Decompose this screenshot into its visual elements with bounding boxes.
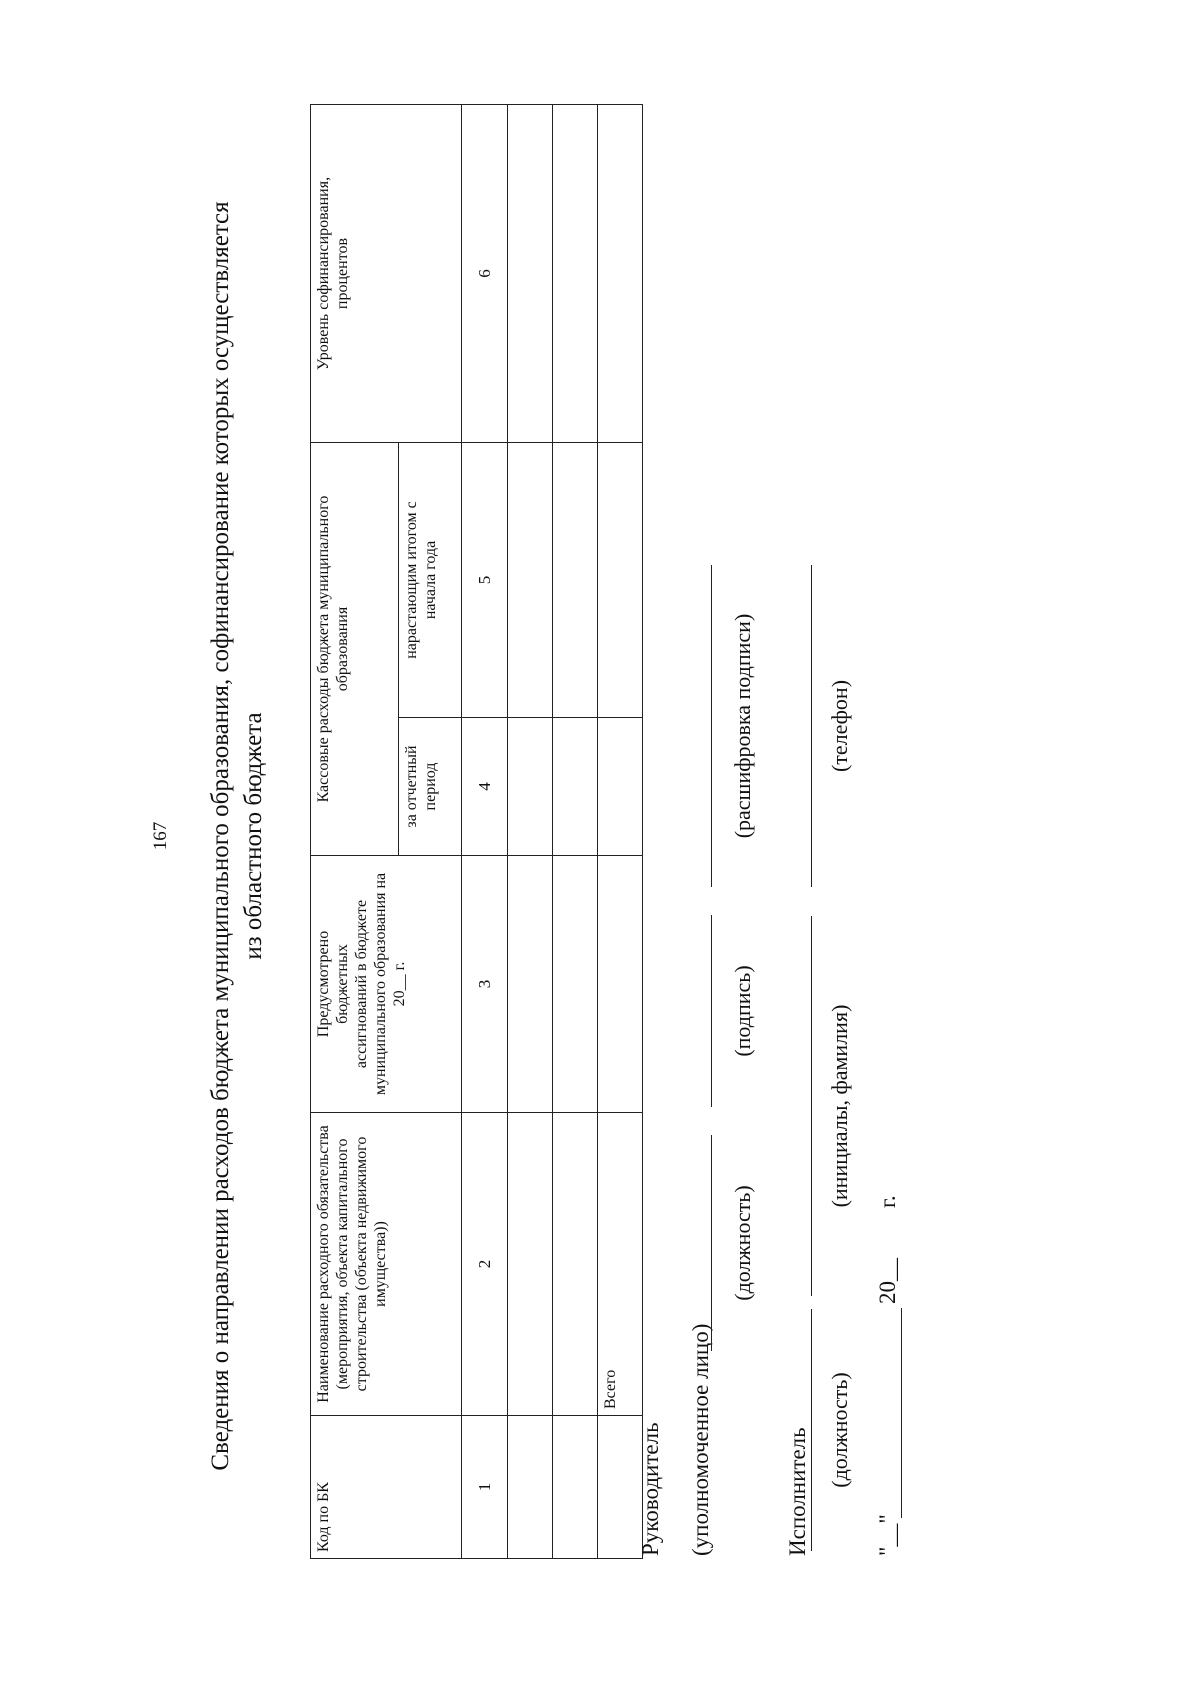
table-cell [508, 443, 553, 718]
table-cell [553, 1416, 598, 1559]
table-cell [598, 443, 643, 718]
column-number: 4 [462, 718, 508, 856]
table-cell [508, 718, 553, 856]
total-label: Всего [598, 1113, 643, 1416]
table-cell [553, 105, 598, 443]
table-cell [553, 1113, 598, 1416]
header-cash-expenses: Кассовые расходы бюджета муниципального образования [311, 443, 399, 856]
column-number: 5 [462, 443, 508, 718]
title-line-2: из областного бюджета [240, 712, 267, 960]
table-cell [553, 856, 598, 1113]
table-cell [598, 1416, 643, 1559]
decoding-line [711, 565, 712, 887]
table-cell [598, 856, 643, 1113]
title-line-1: Сведения о направлении расходов бюджета муниципального образования, софинансирование которых осуществляется [207, 201, 234, 1471]
table-cell [508, 856, 553, 1113]
date-suffix: г. [875, 1195, 900, 1208]
page-number: 167 [150, 821, 171, 851]
table-cell [598, 718, 643, 856]
page-title [204, 116, 270, 1556]
date-month-line [901, 1308, 902, 1518]
table-row [508, 105, 553, 1559]
header-planned: Предусмотрено бюджетных ассигнований в бюджете муниципального образования на 20__ г. [311, 856, 462, 1113]
expenses-table [310, 104, 643, 1559]
column-number: 3 [462, 856, 508, 1113]
executor-position-caption: (должность) [827, 1372, 852, 1488]
executor-label: Исполнитель [785, 1427, 810, 1556]
column-number: 2 [462, 1113, 508, 1416]
header-cofinancing-level: Уровень софинансирования, процентов [311, 105, 462, 443]
signature-line [711, 915, 712, 1107]
table-row [553, 105, 598, 1559]
authorized-person-label: (уполномоченное лицо) [688, 1323, 713, 1556]
table-cell [508, 1113, 553, 1416]
table-cell [508, 105, 553, 443]
phone-line [811, 565, 812, 887]
phone-caption: (телефон) [827, 679, 852, 773]
table-total-row [598, 105, 643, 1559]
date-year: 20__ [875, 1258, 900, 1304]
decoding-caption: (расшифровка подписи) [730, 613, 755, 839]
column-number-row [462, 105, 508, 1559]
table-cell [553, 443, 598, 718]
date-quote: "__" [875, 1514, 900, 1556]
executor-position-line [811, 1309, 812, 1551]
header-cash-cumulative: нарастающим итогом с начала года [399, 443, 462, 718]
header-code: Код по БК [311, 1416, 462, 1559]
table-cell [508, 1416, 553, 1559]
header-name: Наименование расходного обязательства (мероприятия, объекта капитального строительства (объекта недвижимого имущества)) [311, 1113, 462, 1416]
signature-caption: (подпись) [730, 965, 755, 1057]
initials-line [811, 916, 812, 1296]
column-number: 1 [462, 1416, 508, 1559]
head-label: Руководитель [638, 1422, 663, 1556]
table-cell [598, 105, 643, 443]
header-cash-period: за отчетный период [399, 718, 462, 856]
column-number: 6 [462, 105, 508, 443]
table-cell [553, 718, 598, 856]
position-caption: (должность) [730, 1185, 755, 1301]
initials-caption: (инициалы, фамилия) [827, 1004, 852, 1208]
table-header-row [311, 105, 399, 1559]
position-line [711, 1135, 712, 1351]
